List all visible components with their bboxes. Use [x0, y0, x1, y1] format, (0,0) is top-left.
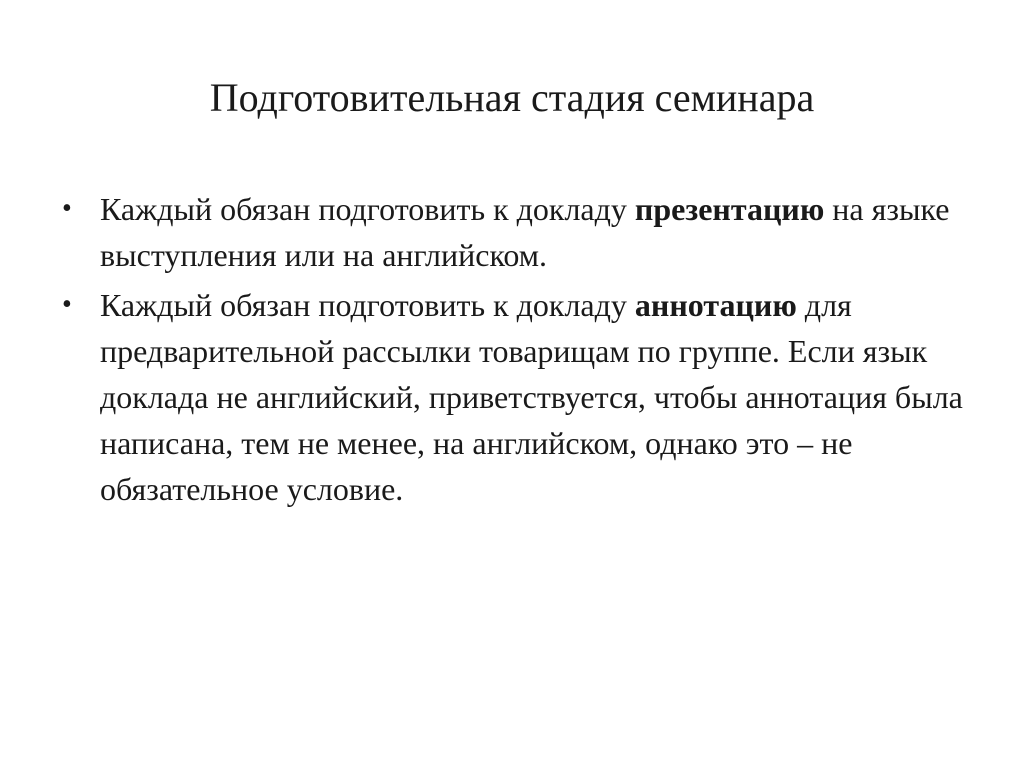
slide-title: Подготовительная стадия семинара — [209, 75, 815, 120]
bullet-text-end: для предварительной рассылки товарищам по группе. Если язык доклада не английский, приветствуется, чтобы аннотация была написана, тем не менее, на английском, однако это – не обязательное условие. — [100, 287, 963, 507]
bullet-dot-icon: • — [62, 193, 72, 224]
bullet-item-annotation — [60, 282, 980, 512]
bullet-text-end: на языке выступления или на английском. — [100, 191, 950, 273]
bullet-text-start: Каждый обязан подготовить к докладу — [100, 191, 635, 227]
bullet-item-presentation — [60, 186, 980, 278]
bullet-text-start: Каждый обязан подготовить к докладу — [100, 287, 635, 323]
bullet-emphasis: аннотацию — [634, 287, 797, 323]
bullet-list — [60, 186, 980, 516]
bullet-dot-icon: • — [62, 289, 72, 320]
bullet-emphasis: презентацию — [634, 191, 825, 227]
